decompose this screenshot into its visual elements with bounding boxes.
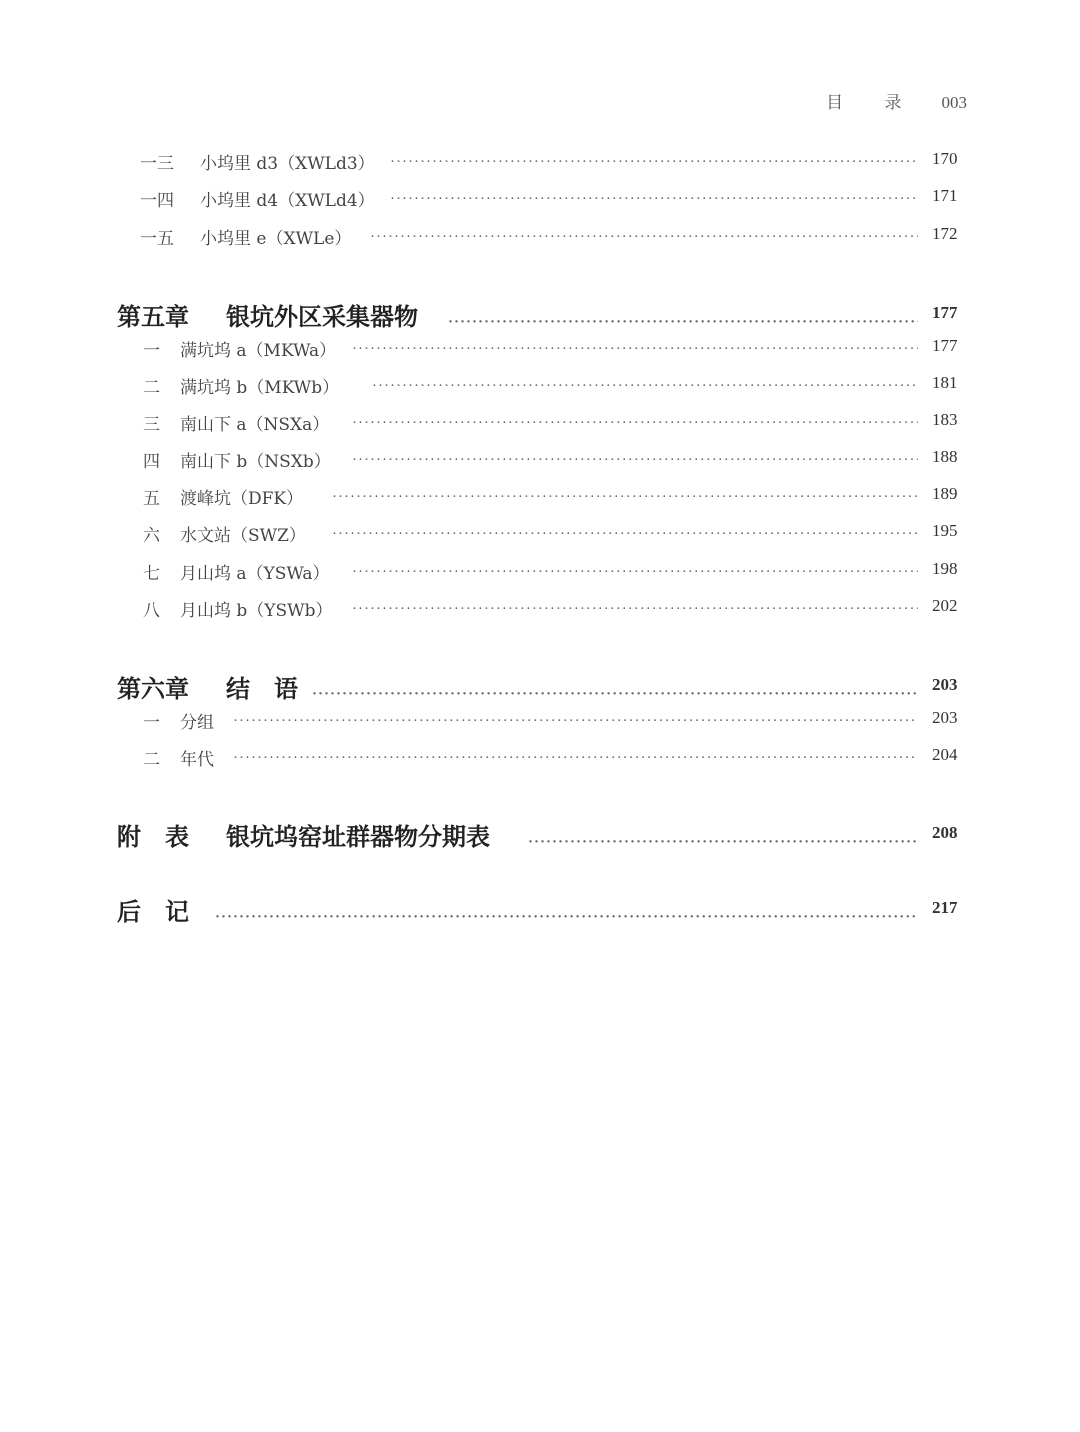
leader-dots xyxy=(352,338,918,358)
toc-entry-title: 水文站（SWZ） xyxy=(180,526,306,546)
toc-chapter-number: 后 记 xyxy=(117,897,189,926)
toc-entry-number: 一四 xyxy=(140,191,174,211)
toc-entry-number: 二 xyxy=(143,750,160,770)
toc-entry-number: 一五 xyxy=(140,229,174,249)
toc-entry-title: 南山下 b（NSXb） xyxy=(180,452,331,472)
toc-chapter-number: 附 表 xyxy=(117,822,189,851)
toc-entry-page: 189 xyxy=(932,484,958,503)
leader-dots xyxy=(352,561,918,581)
toc-entry-number: 二 xyxy=(143,378,160,398)
toc-entry-title: 满坑坞 a（MKWa） xyxy=(180,341,337,361)
toc-chapter-number: 第六章 xyxy=(117,674,189,703)
toc-entry-title: 南山下 a（NSXa） xyxy=(180,415,330,435)
leader-dots xyxy=(352,598,918,618)
toc-entry-number: 一三 xyxy=(140,154,174,174)
toc-chapter-page: 208 xyxy=(932,823,958,842)
running-head xyxy=(826,88,967,113)
toc-entry-number: 四 xyxy=(143,452,160,472)
toc-entry-page: 202 xyxy=(932,596,958,615)
toc-entry-page: 198 xyxy=(932,559,958,578)
toc-entry-title: 满坑坞 b（MKWb） xyxy=(180,378,340,398)
toc-entry-number: 五 xyxy=(143,489,160,509)
toc-entry-page: 204 xyxy=(932,745,958,764)
leader-dots xyxy=(390,151,918,171)
toc-chapter-number: 第五章 xyxy=(117,302,189,331)
leader-dots xyxy=(332,486,918,506)
leader-dots xyxy=(233,710,918,730)
toc-entry-page: 170 xyxy=(932,149,958,168)
toc-entry-number: 六 xyxy=(143,526,160,546)
leader-dots xyxy=(528,823,918,843)
leader-dots xyxy=(352,449,918,469)
leader-dots xyxy=(312,675,918,695)
toc-entry-page: 177 xyxy=(932,336,958,355)
toc-entry-page: 172 xyxy=(932,224,958,243)
toc-entry-title: 月山坞 a（YSWa） xyxy=(180,564,330,584)
toc-chapter-page: 203 xyxy=(932,675,958,694)
toc-entry-page: 171 xyxy=(932,186,958,205)
leader-dots xyxy=(448,303,918,323)
toc-entry-title: 分组 xyxy=(180,713,214,733)
toc-entry-page: 183 xyxy=(932,410,958,429)
toc-entry-number: 一 xyxy=(143,341,160,361)
toc-entry-number: 三 xyxy=(143,415,160,435)
leader-dots xyxy=(370,226,918,246)
toc-chapter-page: 217 xyxy=(932,898,958,917)
leader-dots xyxy=(215,898,918,918)
toc-entry-number: 一 xyxy=(143,713,160,733)
leader-dots xyxy=(372,375,918,395)
toc-chapter-title: 结 语 xyxy=(226,674,298,703)
toc-entry-number: 八 xyxy=(143,601,160,621)
toc-chapter-title: 银坑坞窑址群器物分期表 xyxy=(226,822,490,851)
leader-dots xyxy=(390,188,918,208)
leader-dots xyxy=(332,523,918,543)
toc-entry-page: 195 xyxy=(932,521,958,540)
toc-entry-page: 203 xyxy=(932,708,958,727)
toc-entry-title: 月山坞 b（YSWb） xyxy=(180,601,333,621)
toc-entry-title: 小坞里 e（XWLe） xyxy=(200,229,352,249)
toc-chapter-title: 银坑外区采集器物 xyxy=(226,302,418,331)
toc-entry-title: 年代 xyxy=(180,750,214,770)
toc-entry-page: 181 xyxy=(932,373,958,392)
toc-entry-title: 小坞里 d4（XWLd4） xyxy=(200,191,375,211)
toc-entry-page: 188 xyxy=(932,447,958,466)
toc-chapter-page: 177 xyxy=(932,303,958,322)
toc-entry-title: 小坞里 d3（XWLd3） xyxy=(200,154,375,174)
toc-entry-title: 渡峰坑（DFK） xyxy=(180,489,304,509)
running-head-page-number: 003 xyxy=(941,93,967,112)
toc-entry-number: 七 xyxy=(143,564,160,584)
leader-dots xyxy=(352,412,918,432)
leader-dots xyxy=(233,747,918,767)
running-head-title: 目 录 xyxy=(826,93,920,113)
